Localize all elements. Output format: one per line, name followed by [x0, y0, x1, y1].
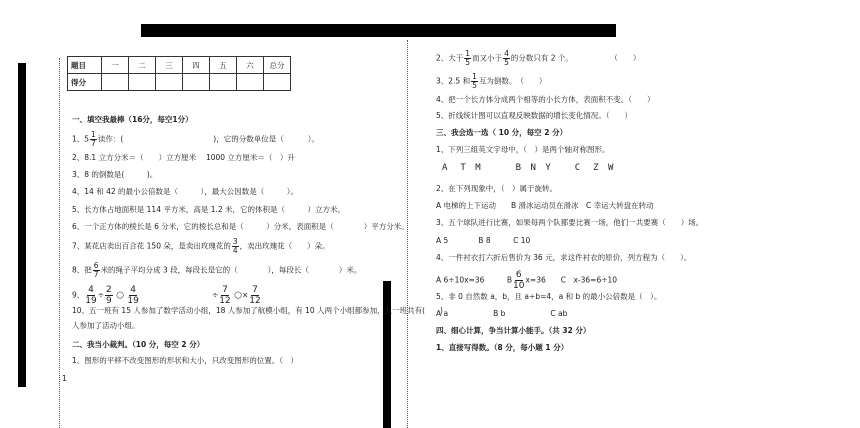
judge-question-1: 1、图形的平移不改变图形的形状和大小，只改变图形的位置。（ ）	[72, 356, 299, 365]
compare-circle[interactable]: ○	[116, 290, 125, 301]
question-6: 6、一个正方体的棱长是 6 分米，它的棱长总和是（ ）分米，表面积是（ ）平方分米。	[72, 222, 409, 231]
question-5: 5、长方体占地面积是 114 平方米，高是 1.2 米，它的体积是（ ）立方米。	[72, 205, 346, 214]
question-9: 9、 $\frac{4}{19}$ ÷ $\frac{2}{9}$ ○ $\frac{4}{19}$	[72, 285, 139, 306]
score-input-cell[interactable]	[129, 74, 156, 91]
judge-question-3: 3、2.5 和 $\frac{1}{5}$ 互为倒数。 （ ）	[436, 72, 547, 90]
score-table	[67, 56, 291, 91]
question-8: 8、把 $\frac{6}{7}$ 米的绳子平均分成 3 段，每段长是它的（ ），每段长（ ）米。	[72, 261, 362, 279]
choice-question-5-options: A a B b C ab	[436, 309, 568, 318]
question-7: 7、某花店卖出百合花 150 朵，是卖出玫瑰花的 $\frac{3}{4}$ ，卖出玫瑰花（ ）朵。	[72, 237, 330, 255]
score-table-cell: 三	[156, 57, 183, 74]
fraction: $\frac{7}{12}$	[249, 285, 261, 306]
score-input-cell[interactable]	[156, 74, 183, 91]
question-9-part-2: ÷ $\frac{7}{12}$ ○× $\frac{7}{12}$	[212, 285, 261, 306]
fraction: $\frac{1}{5}$	[472, 72, 477, 90]
score-table-cell: 六	[237, 57, 264, 74]
binding-line-left	[59, 58, 60, 428]
question-2: 2、8.1 立方分米＝（ ）立方厘米 1000 立方厘米＝（ ）升	[72, 153, 295, 162]
binding-line-middle	[407, 40, 408, 428]
section-1-title: 一、填空我最棒（16分，每空1分）	[72, 115, 193, 124]
judge-question-4: 4、把一个长方体分成两个相等的小长方体，表面积不变。（ ）	[436, 95, 655, 104]
judge-question-2: 2、大于 $\frac{1}{5}$ 而又小于 $\frac{4}{5}$ 的分数只有 2 个。 （ ）	[436, 49, 641, 67]
choice-question-5: 5、非 0 自然数 a，b，且 a÷b=4，a 和 b 的最小公倍数是（ ）。	[436, 292, 662, 301]
redaction-bar-middle	[383, 281, 391, 428]
section-4-title: 四、细心计算，争当计算小能手。（共 32 分）	[436, 326, 591, 335]
score-table-cell: 二	[129, 57, 156, 74]
section-4-subtitle: 1、直接写得数。（8 分，每小题 1 分）	[436, 343, 569, 352]
fraction: $\frac{1}{7}$	[91, 130, 96, 148]
score-table-header-row	[68, 57, 291, 74]
score-table-cell: 题目	[68, 57, 102, 74]
judge-question-5: 5、折线统计图可以直观反映数据的增长变化情况。（ ）	[436, 111, 633, 120]
fraction: $\frac{1}{5}$	[465, 49, 471, 67]
fraction: $\frac{6}{10}$	[513, 270, 525, 291]
score-input-cell[interactable]	[102, 74, 129, 91]
score-input-cell[interactable]	[210, 74, 237, 91]
fraction: $\frac{4}{19}$	[127, 285, 139, 306]
score-table-cell: 四	[183, 57, 210, 74]
question-10-cont: 人参加了活动小组。	[72, 321, 140, 330]
fraction: $\frac{3}{4}$	[232, 237, 238, 255]
question-3: 3、8 的倒数是( )。	[72, 170, 158, 179]
section-3-title: 三、我会选一选（ 10 分，每空 2 分）	[436, 128, 568, 137]
score-table-cell: 一	[102, 57, 129, 74]
choice-question-3-options: A 5 B 8 C 10	[436, 236, 531, 245]
question-10: 10、五一班有 15 人参加了数学活动小组，18 人参加了航模小组，有 10 人两个小组都参加，五一班共有( )	[72, 306, 443, 315]
choice-question-1-options: A T M B N Y C Z W	[442, 163, 616, 173]
choice-question-4: 4、一件衬衣打六折后售价为 36 元，求这件衬衣的原价，列方程为（ ）。	[436, 253, 692, 262]
question-1: 1、5 $\frac{1}{7}$ 读作：( )，它的分数单位是（ ）。	[72, 130, 319, 148]
score-table-cell: 总分	[264, 57, 291, 74]
fraction: $\frac{2}{9}$	[106, 285, 112, 306]
score-table-score-row	[68, 74, 291, 91]
choice-question-4-options: A 6÷10x=36 B $\frac{6}{10}$ x=36 C x-36=6÷10	[436, 270, 618, 291]
fraction: $\frac{6}{7}$	[93, 261, 99, 279]
redaction-bar-top	[141, 24, 616, 37]
score-input-cell[interactable]	[237, 74, 264, 91]
question-4: 4、14 和 42 的最小公倍数是（ ），最大公因数是（ ）。	[72, 187, 299, 196]
score-table-cell: 五	[210, 57, 237, 74]
score-row-label: 得分	[68, 74, 102, 91]
choice-question-3: 3、五个球队进行比赛，如果每两个队都要比赛一场，他们一共要赛（ ）场。	[436, 218, 704, 227]
choice-question-1: 1、下列三组英文字母中，（ ）是两个轴对称图形。	[436, 145, 610, 154]
fraction: $\frac{4}{19}$	[85, 285, 97, 306]
fraction: $\frac{7}{12}$	[219, 285, 231, 306]
score-input-cell[interactable]	[183, 74, 210, 91]
compare-circle[interactable]: ○	[234, 290, 242, 301]
fraction: $\frac{4}{5}$	[504, 49, 509, 67]
margin-marker: 1	[62, 374, 67, 383]
section-2-title: 二、我当小裁判。（10 分，每空 2 分）	[72, 340, 205, 349]
choice-question-2-options: A 电梯的上下运动 B 滑冰运动员在滑冰 C 幸运大转盘在转动	[436, 201, 654, 210]
redaction-bar-left	[18, 63, 26, 387]
choice-question-2: 2、在下列现象中，（ ）属于旋转。	[436, 184, 558, 193]
score-input-cell[interactable]	[264, 74, 291, 91]
